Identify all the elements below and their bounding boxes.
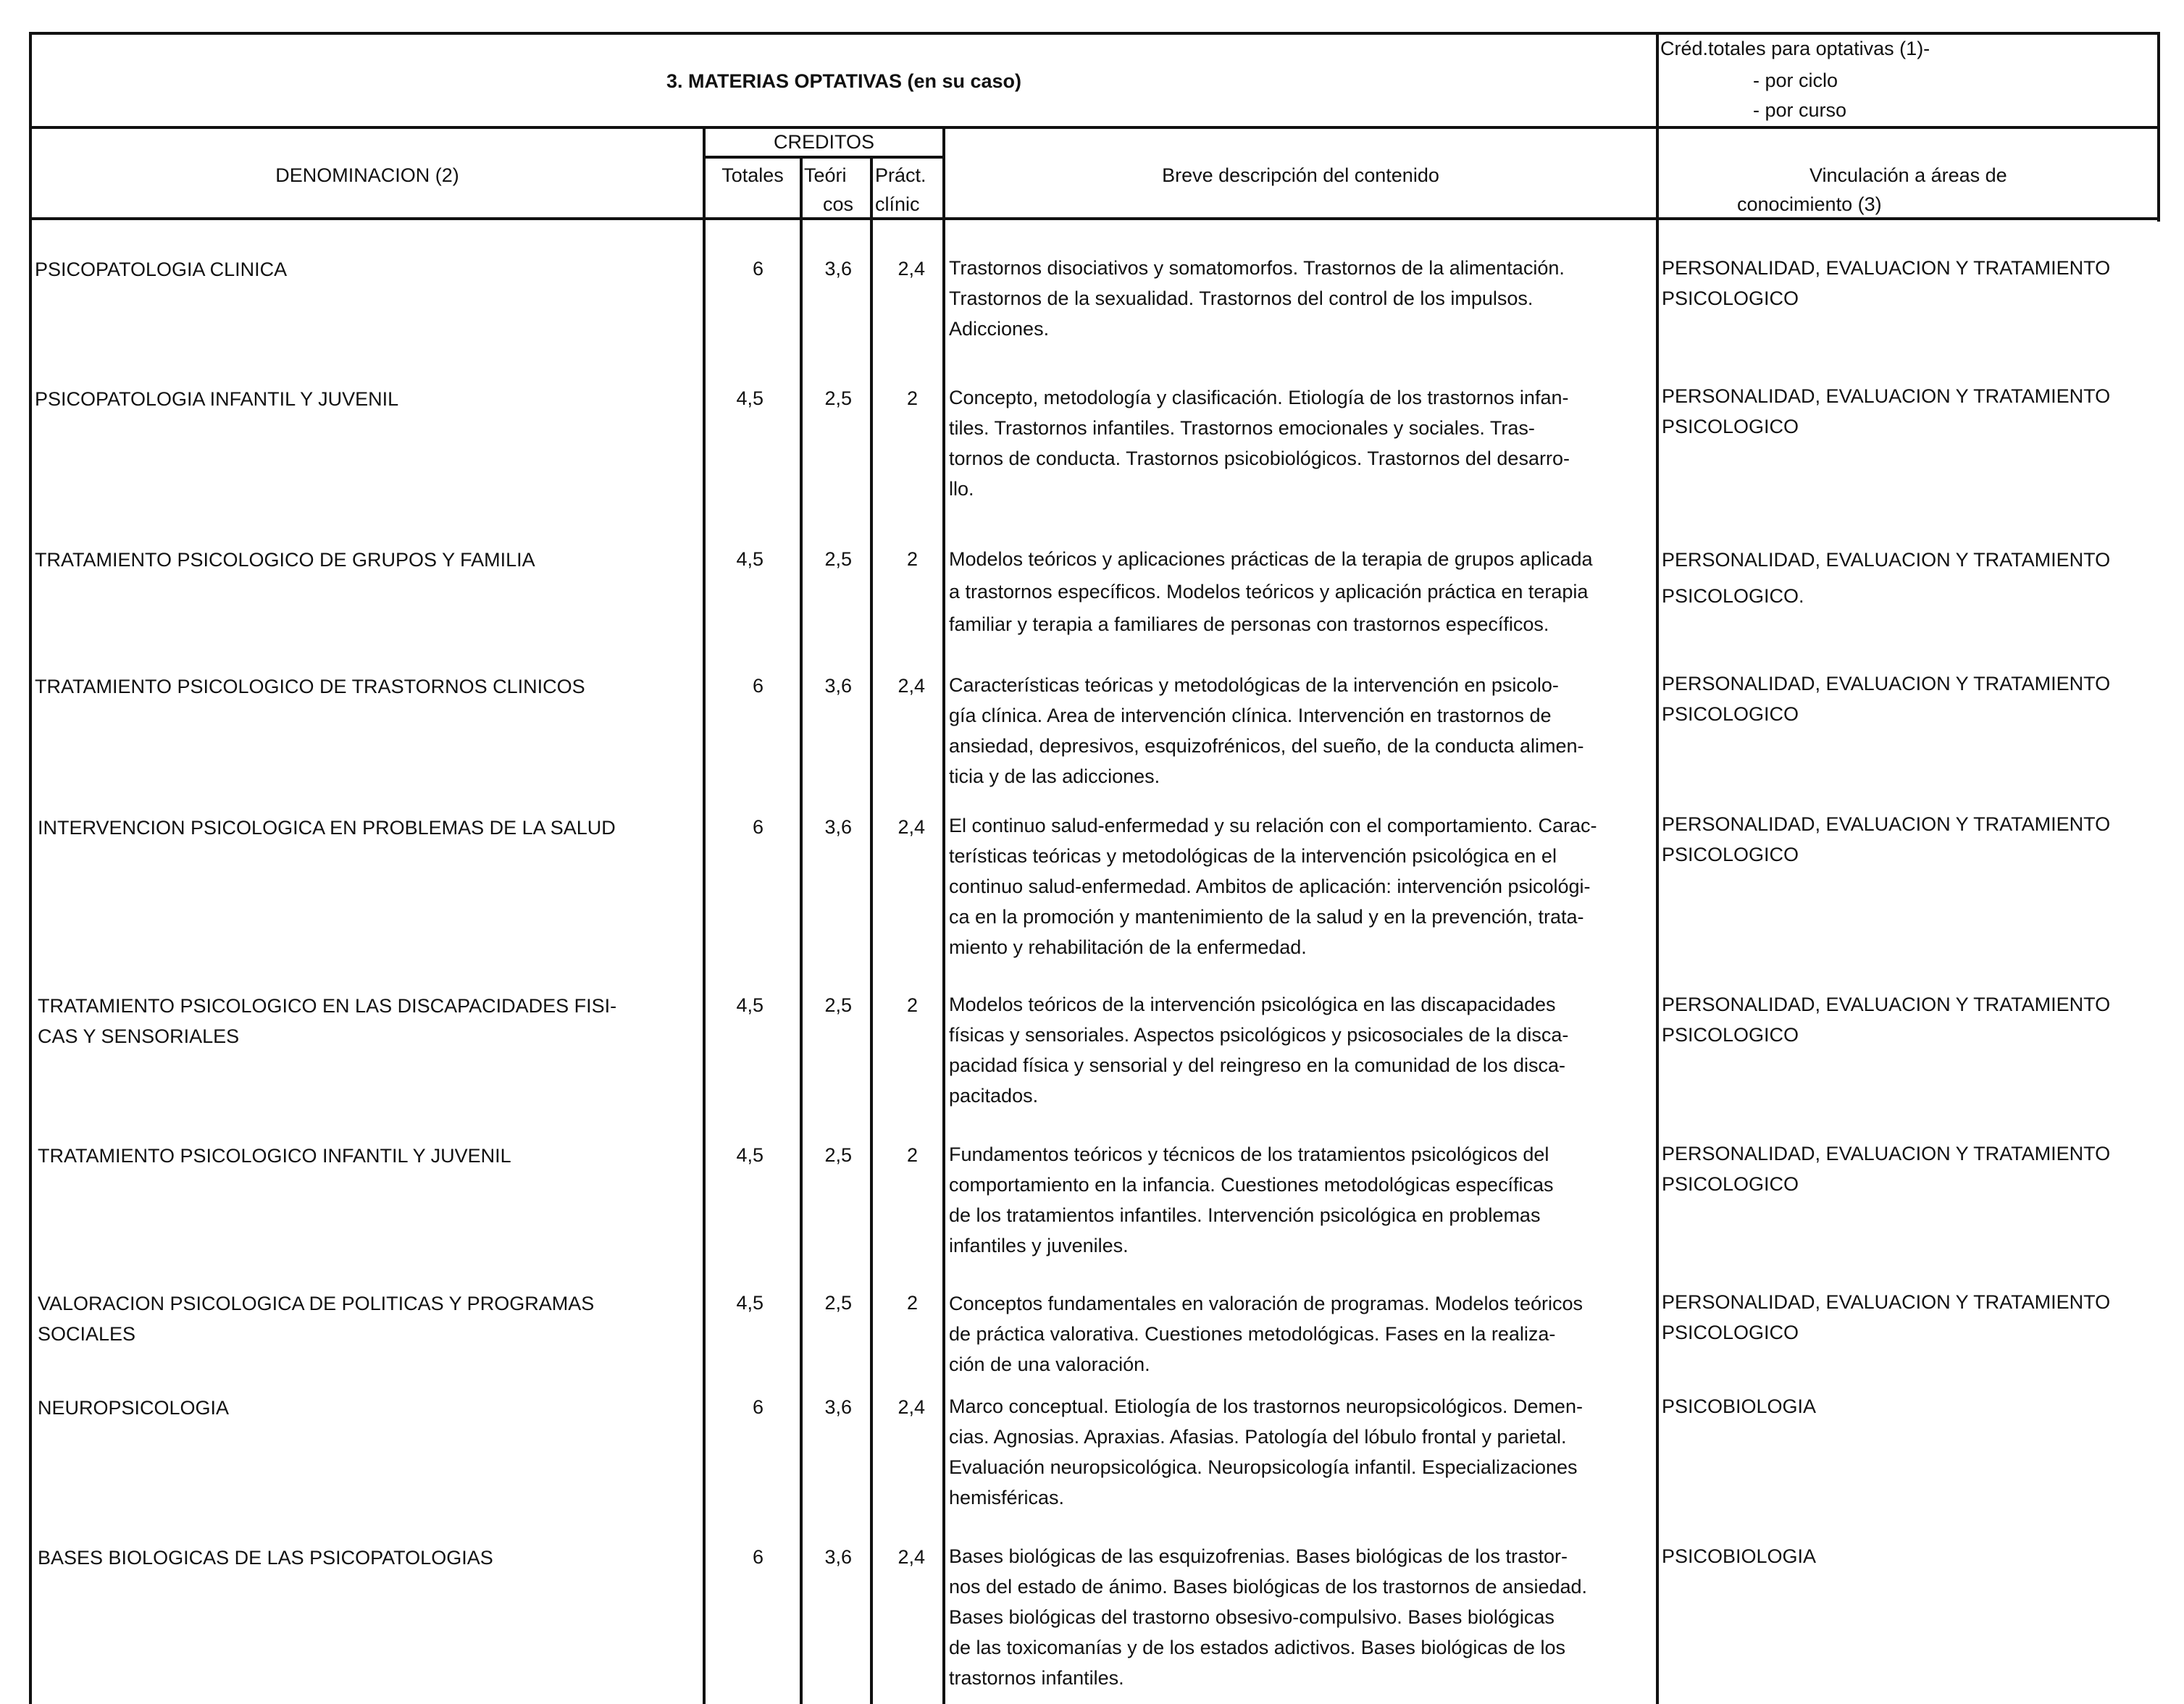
row-5-teoricos: 2,5 [824,994,852,1016]
row-4-descripcion: El continuo salud-enfermedad y su relación con el comportamiento. Carac- terísticas teóricas y metodológicas de la intervención psicológica en el continuo salud-enfermedad. Ambitos de aplicación: intervención psicológi- ca en la promoción y mantenimiento de la salud y en la prevención, trata- miento y rehabilitación de la enfermedad. [949,815,1597,958]
row-6-teoricos: 2,5 [824,1144,852,1166]
section-title: 3. MATERIAS OPTATIVAS (en su caso) [666,70,1022,92]
row-8-practicos: 2,4 [898,1396,925,1418]
row-4-vinculacion: PERSONALIDAD, EVALUACION Y TRATAMIENTO PSICOLOGICO [1662,813,2111,865]
col-header-vinculacion-1: Vinculación a áreas de [1809,164,2007,186]
row-2-descripcion: Modelos teóricos y aplicaciones prácticas de la terapia de grupos aplicada a trastornos específicos. Modelos teóricos y aplicación práctica en terapia familiar y terapia a familiares de personas con trastornos específicos. [949,548,1593,635]
row-9-denominacion: BASES BIOLOGICAS DE LAS PSICOPATOLOGIAS [38,1547,493,1569]
row-3-practicos: 2,4 [898,675,925,697]
row-6-totales: 4,5 [736,1144,763,1166]
row-1-teoricos: 2,5 [824,387,852,409]
row-2-denominacion: TRATAMIENTO PSICOLOGICO DE GRUPOS Y FAMILIA [35,549,535,571]
row-8-teoricos: 3,6 [824,1396,852,1418]
row-6-denominacion: TRATAMIENTO PSICOLOGICO INFANTIL Y JUVENIL [38,1145,511,1167]
row-5-practicos: 2 [906,994,918,1016]
col-header-totales: Totales [721,164,784,186]
row-8-denominacion: NEUROPSICOLOGIA [38,1397,230,1419]
row-2-teoricos: 2,5 [824,548,852,570]
row-0-practicos: 2,4 [898,258,925,280]
row-5-denominacion: TRATAMIENTO PSICOLOGICO EN LAS DISCAPACIDADES FISI- CAS Y SENSORIALES [38,995,617,1047]
row-3-teoricos: 3,6 [824,675,852,697]
row-0-descripcion: Trastornos disociativos y somatomorfos. Trastornos de la alimentación. Trastornos de la sexualidad. Trastornos del control de los impulsos. Adicciones. [949,257,1565,340]
row-0-vinculacion: PERSONALIDAD, EVALUACION Y TRATAMIENTO PSICOLOGICO [1662,257,2111,309]
row-1-practicos: 2 [906,387,918,409]
col-divider-vinculacion [1656,217,1659,1704]
table-right-border [2157,32,2160,222]
row-7-descripcion: Conceptos fundamentales en valoración de programas. Modelos teóricos de práctica valorativa. Cuestiones metodológicas. Fases en la realiza- ción de una valoración. [949,1293,1583,1375]
row-1-denominacion: PSICOPATOLOGIA INFANTIL Y JUVENIL [35,388,399,410]
row-3-totales: 6 [752,675,763,697]
cred-totales-label: Créd.totales para optativas (1)- [1660,38,1930,59]
row-3-vinculacion: PERSONALIDAD, EVALUACION Y TRATAMIENTO PSICOLOGICO [1662,673,2111,725]
row-3-descripcion: Características teóricas y metodológicas de la intervención en psicolo- gía clínica. Area de intervención clínica. Intervención en trastornos de ansiedad, depresivos, esquizofrénicos, del sueño, de la conducta alimen- ticia y de las adicciones. [949,674,1584,787]
row-3-denominacion: TRATAMIENTO PSICOLOGICO DE TRASTORNOS CLINICOS [35,676,585,697]
row-2-practicos: 2 [906,548,918,570]
col-divider-totales [703,126,706,1704]
row-0-denominacion: PSICOPATOLOGIA CLINICA [35,259,288,280]
col-header-teoricos-1: Teóri [804,164,847,186]
row-1-descripcion: Concepto, metodología y clasificación. Etiología de los trastornos infan- tiles. Trastornos infantiles. Trastornos emocionales y sociales. Tras- tornos de conducta. Trastornos psicobiológicos. Trastornos del desarro- llo. [949,387,1570,500]
col-header-creditos: CREDITOS [773,131,875,153]
row-4-teoricos: 3,6 [824,816,852,838]
header-divider [29,126,2160,129]
row-6-practicos: 2 [906,1144,918,1166]
row-9-teoricos: 3,6 [824,1546,852,1568]
row-8-vinculacion: PSICOBIOLOGIA [1662,1395,1817,1417]
row-8-descripcion: Marco conceptual. Etiología de los trastornos neuropsicológicos. Demen- cias. Agnosias. Apraxias. Afasias. Patología del lóbulo frontal y parietal. Evaluación neuropsicológica. Neuropsicología infantil. Especializaciones hemisféricas. [949,1395,1583,1508]
por-ciclo-label: - por ciclo [1753,70,1838,91]
row-4-practicos: 2,4 [898,816,925,838]
row-2-vinculacion: PERSONALIDAD, EVALUACION Y TRATAMIENTO PSICOLOGICO. [1662,549,2111,607]
row-1-vinculacion: PERSONALIDAD, EVALUACION Y TRATAMIENTO PSICOLOGICO [1662,385,2111,437]
col-divider-descripcion [942,126,945,1704]
row-0-teoricos: 3,6 [824,258,852,280]
por-curso-label: - por curso [1753,99,1847,121]
row-9-practicos: 2,4 [898,1546,925,1568]
col-header-practicos-1: Práct. [875,164,926,186]
row-5-vinculacion: PERSONALIDAD, EVALUACION Y TRATAMIENTO PSICOLOGICO [1662,994,2111,1046]
row-5-descripcion: Modelos teóricos de la intervención psicológica en las discapacidades físicas y sensoriales. Aspectos psicológicos y psicosociales de la disca- pacidad física y sensorial y del reingreso en la comunidad de los disca- pacitados. [949,994,1569,1107]
row-6-vinculacion: PERSONALIDAD, EVALUACION Y TRATAMIENTO PSICOLOGICO [1662,1143,2111,1195]
header-vertical-divider [1656,32,1659,222]
row-9-descripcion: Bases biológicas de las esquizofrenias. Bases biológicas de los trastor- nos del estado de ánimo. Bases biológicas de los trastornos de ansiedad. Bases biológicas del trastorno obsesivo-compulsivo. Bases biológicas de las toxicomanías y de los estados adictivos. Bases biológicas de los trastornos infantiles. [949,1545,1588,1689]
row-5-totales: 4,5 [736,994,763,1016]
col-header-descripcion: Breve descripción del contenido [1162,164,1439,186]
row-0-totales: 6 [752,258,763,280]
row-4-denominacion: INTERVENCION PSICOLOGICA EN PROBLEMAS DE LA SALUD [38,817,616,839]
row-1-totales: 4,5 [736,387,763,409]
row-7-vinculacion: PERSONALIDAD, EVALUACION Y TRATAMIENTO PSICOLOGICO [1662,1291,2111,1343]
row-7-denominacion: VALORACION PSICOLOGICA DE POLITICAS Y PROGRAMAS SOCIALES [38,1293,595,1345]
col-header-vinculacion-2: conocimiento (3) [1737,193,1882,215]
col-header-teoricos-2: cos [823,193,854,215]
row-4-totales: 6 [752,816,763,838]
row-6-descripcion: Fundamentos teóricos y técnicos de los tratamientos psicológicos del comportamiento en la infancia. Cuestiones metodológicas específicas de los tratamientos infantiles. Intervención psicológica en problemas infantiles y juveniles. [949,1143,1554,1256]
row-9-vinculacion: PSICOBIOLOGIA [1662,1545,1817,1567]
row-7-totales: 4,5 [736,1292,763,1314]
row-7-practicos: 2 [906,1292,918,1314]
row-2-totales: 4,5 [736,548,763,570]
row-7-teoricos: 2,5 [824,1292,852,1314]
row-9-totales: 6 [752,1546,763,1568]
table-left-border [29,32,32,1704]
row-8-totales: 6 [752,1396,763,1418]
col-header-practicos-2: clínic [875,193,920,215]
col-header-denominacion: DENOMINACION (2) [275,164,459,186]
